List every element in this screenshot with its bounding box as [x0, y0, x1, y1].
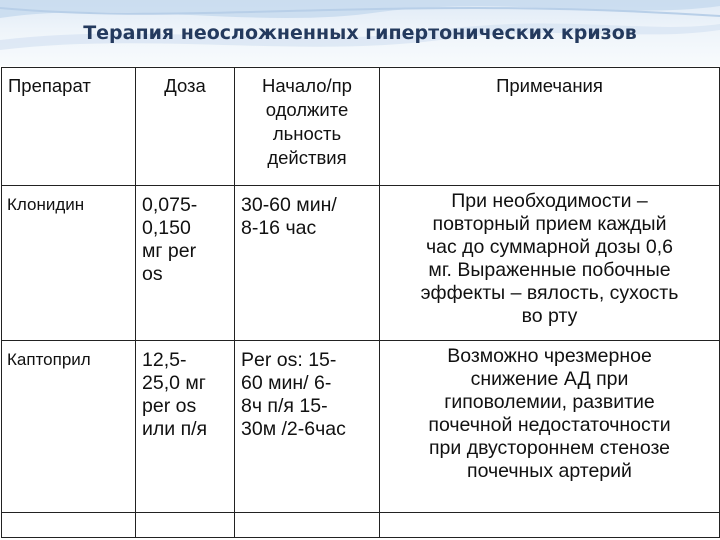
dose-line: или п/я	[142, 417, 208, 440]
header-dose: Доза	[136, 68, 235, 186]
empty-cell	[380, 512, 720, 537]
empty-cell	[235, 512, 380, 537]
onset-line: 30-60 мин/	[241, 194, 337, 217]
header-onset-line: льность	[272, 123, 342, 144]
notes-line: эффекты – вялость, сухость	[420, 282, 679, 305]
header-notes: Примечания	[380, 68, 720, 186]
header-onset-line: действия	[267, 147, 347, 168]
therapy-table	[1, 67, 720, 538]
dose-line: 25,0 мг	[142, 371, 206, 394]
cell-drug: Каптоприл	[2, 340, 136, 512]
notes-line: снижение АД при	[470, 367, 629, 390]
cell-onset	[235, 186, 380, 340]
onset-line: 30м /2-6час	[241, 417, 346, 440]
notes-line: Возможно чрезмерное	[447, 344, 652, 367]
notes-line: во рту	[521, 305, 578, 328]
onset-line: Per os: 15-	[241, 348, 337, 371]
onset-line: 8ч п/я 15-	[241, 394, 328, 417]
header-onset-line: Начало/пр	[262, 75, 352, 96]
header-onset	[235, 68, 380, 186]
cell-drug: Клонидин	[2, 186, 136, 340]
cell-dose	[136, 340, 235, 512]
slide-title: Терапия неосложненных гипертонических кризов	[83, 22, 637, 44]
notes-line: почечных артерий	[467, 459, 632, 482]
dose-line: 12,5-	[142, 348, 187, 371]
dose-line: os	[142, 263, 163, 286]
dose-line: per os	[142, 394, 197, 417]
cell-dose	[136, 186, 235, 340]
notes-line: При необходимости –	[451, 190, 648, 213]
onset-line: 60 мин/ 6-	[241, 371, 332, 394]
notes-line: гиповолемии, развитие	[444, 390, 655, 413]
empty-cell	[136, 512, 235, 537]
table-row	[2, 186, 720, 340]
cell-notes	[380, 340, 720, 512]
dose-line: 0,075-	[142, 194, 198, 217]
onset-line: 8-16 час	[241, 217, 317, 240]
notes-line: при двустороннем стенозе	[428, 436, 671, 459]
dose-line: мг per	[142, 240, 197, 263]
notes-line: почечной недостаточности	[428, 413, 671, 436]
header-drug: Препарат	[2, 68, 136, 186]
empty-row	[2, 512, 720, 537]
table-header-row	[2, 68, 720, 186]
therapy-table-container	[1, 67, 719, 538]
title-banner	[0, 0, 720, 66]
cell-onset	[235, 340, 380, 512]
cell-notes	[380, 186, 720, 340]
dose-line: 0,150	[142, 217, 191, 240]
empty-cell	[2, 512, 136, 537]
header-onset-line: одолжите	[265, 99, 349, 120]
notes-line: час до суммарной дозы 0,6	[425, 236, 673, 259]
table-row	[2, 340, 720, 512]
notes-line: повторный прием каждый	[432, 213, 667, 236]
notes-line: мг. Выраженные побочные	[428, 259, 671, 282]
